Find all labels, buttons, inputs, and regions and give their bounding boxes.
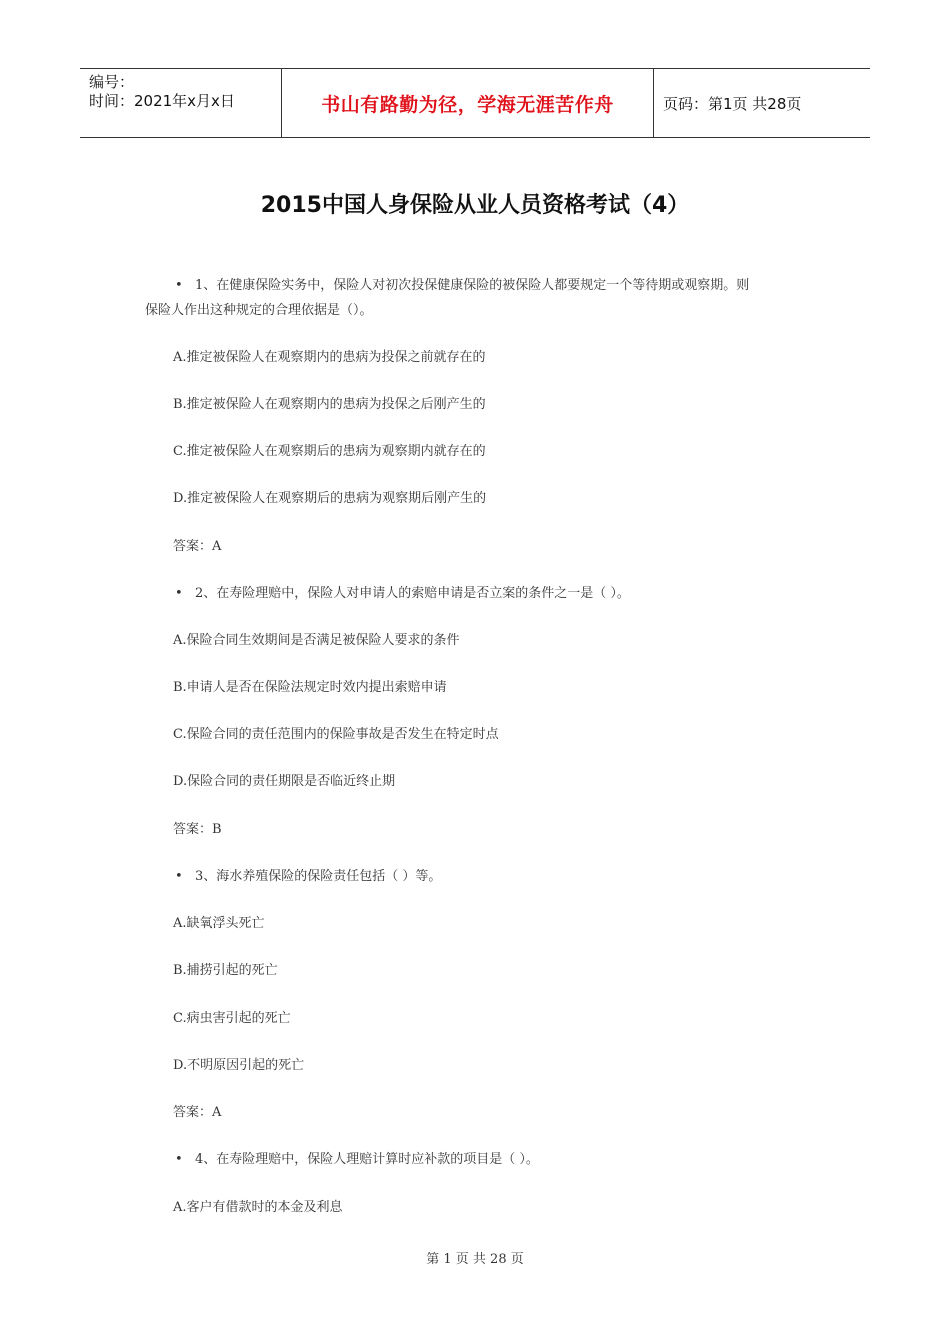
question-text: 2、在寿险理赔中，保险人对申请人的索赔申请是否立案的条件之一是（ ）。 (195, 586, 630, 601)
header-page-cell (654, 69, 870, 137)
question-2-option-d: D.保险合同的责任期限是否临近终止期 (173, 774, 396, 789)
question-4-option-a: A.客户有借款时的本金及利息 (173, 1200, 343, 1215)
header-motto-cell (282, 69, 654, 137)
question-3-answer: 答案：A (173, 1105, 222, 1120)
page-info: 页码：第1页 共28页 (663, 94, 802, 113)
document-title: 2015中国人身保险从业人员资格考试（4） (260, 193, 690, 218)
question-1-stem-line1 (175, 277, 749, 295)
question-1-option-b: B.推定被保险人在观察期内的患病为投保之后刚产生的 (173, 397, 486, 412)
question-3-option-b: B.捕捞引起的死亡 (173, 963, 278, 978)
question-2-stem (175, 585, 630, 603)
time-label: 时间：2021年x月x日 (89, 92, 235, 110)
bullet-icon: • (175, 869, 183, 884)
motto-text: 书山有路勤为径，学海无涯苦作舟 (321, 93, 614, 116)
question-1-option-c: C.推定被保险人在观察期后的患病为观察期内就存在的 (173, 444, 486, 459)
question-3-option-d: D.不明原因引起的死亡 (173, 1058, 305, 1073)
question-1-option-a: A.推定被保险人在观察期内的患病为投保之前就存在的 (173, 350, 486, 365)
question-1-stem-line2: 保险人作出这种规定的合理依据是（）。 (145, 303, 373, 318)
header-table (80, 68, 870, 138)
question-text: 3、海水养殖保险的保险责任包括（ ）等。 (195, 869, 442, 884)
bullet-icon: • (175, 278, 183, 293)
question-1-option-d: D.推定被保险人在观察期后的患病为观察期后刚产生的 (173, 491, 487, 506)
question-2-option-c: C.保险合同的责任范围内的保险事故是否发生在特定时点 (173, 727, 499, 742)
header-meta-cell (80, 69, 282, 137)
question-2-option-b: B.申请人是否在保险法规定时效内提出索赔申请 (173, 680, 447, 695)
question-1-answer: 答案：A (173, 539, 222, 554)
bullet-icon: • (175, 1152, 183, 1167)
question-4-stem (175, 1151, 539, 1169)
question-text: 1、在健康保险实务中，保险人对初次投保健康保险的被保险人都要规定一个等待期或观察期。则 (195, 278, 750, 293)
serial-label: 编号： (89, 73, 135, 91)
question-2-option-a: A.保险合同生效期间是否满足被保险人要求的条件 (173, 633, 460, 648)
bullet-icon: • (175, 586, 183, 601)
question-3-option-a: A.缺氧浮头死亡 (173, 916, 265, 931)
question-2-answer: 答案：B (173, 822, 222, 837)
question-3-option-c: C.病虫害引起的死亡 (173, 1011, 291, 1026)
question-text: 4、在寿险理赔中，保险人理赔计算时应补款的项目是（ ）。 (195, 1152, 539, 1167)
question-3-stem (175, 868, 441, 886)
page-footer: 第 1 页 共 28 页 (426, 1252, 524, 1267)
